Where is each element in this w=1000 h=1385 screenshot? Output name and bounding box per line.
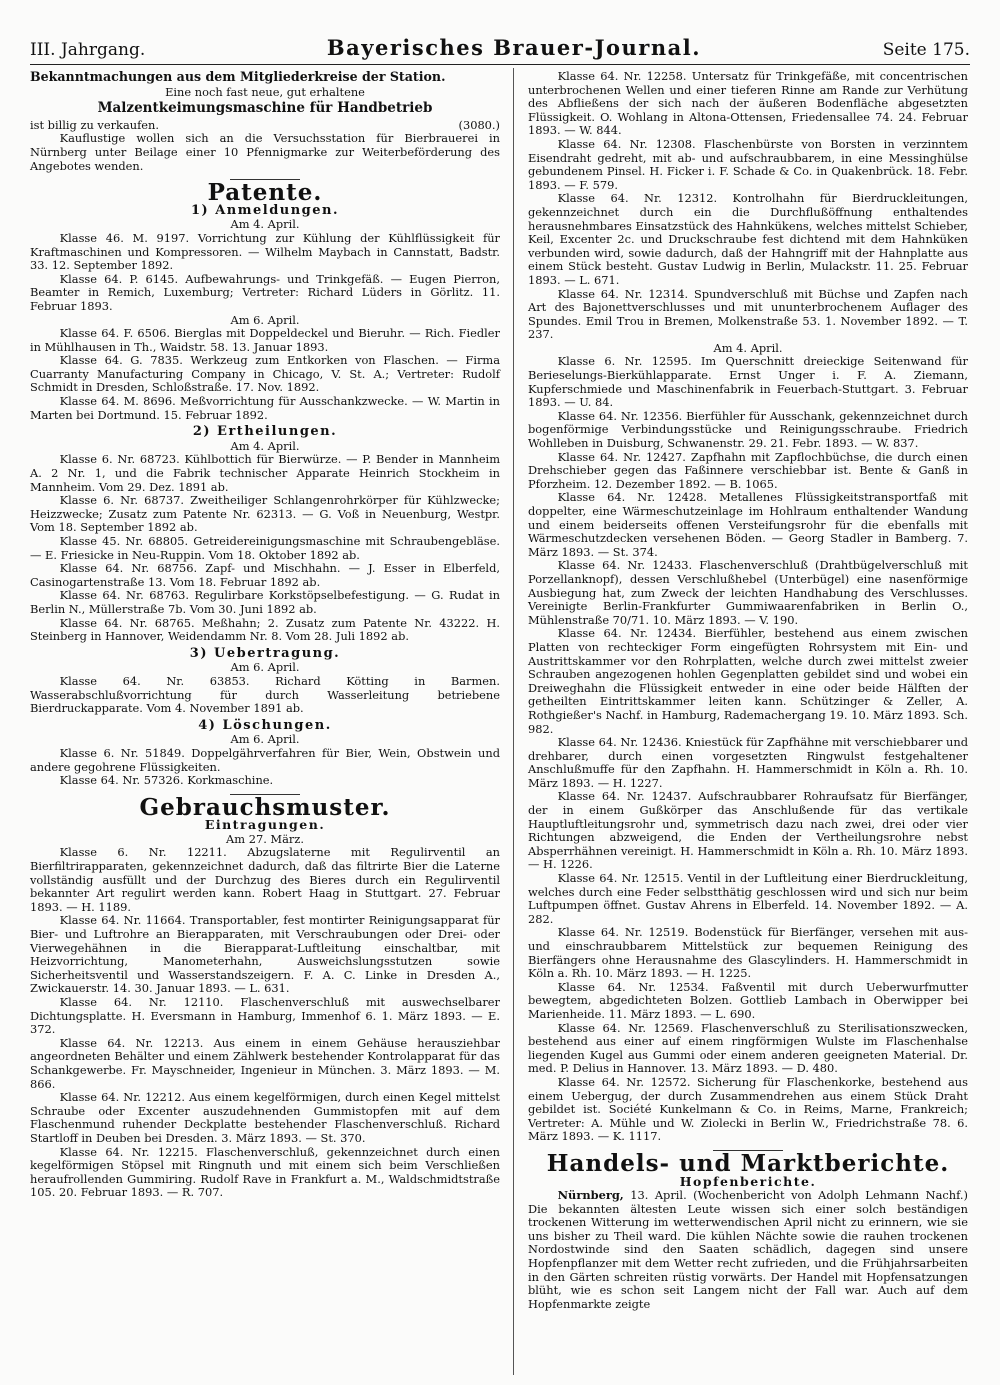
date-line: Am 4. April. xyxy=(230,217,300,232)
utility-model-entry: Klasse 64. Nr. 12434. Bierfühler, bestehend aus einem zwischen Platten von rechteckiger Form eingefügten Rohrsystem mit Ein- und Austrittskammer vor den Rohrplatten, welche durch zwei mittelst zweier Schrauben angezogenen hohlen Gegenplatten gebildet sind und wobei ein Dreiweghahn die Flüssigkeit entweder in eine oder beide Hälften der getheilten Eintrittskammer leiten kann. Schützinger & Zeller, A. Rothgießer's Nachf. in Hamburg, Rademachergang 19. 10. März 1893. Sch. 982. xyxy=(528,626,968,736)
utility-model-entry: Klasse 64. Nr. 12312. Kontrolhahn für Bierdruckleitungen, gekennzeichnet durch ein die Durchflußöffnung enthaltendes herausnehmbares Einsatzstück des Hahnkükens, welches mittelst Schieber, Keil, Excenter 2c. und Druckschraube fest dichtend mit dem Hahnküken verbunden wird, sowie dadurch, daß der Hahngriff mit der Hahnplatte aus einem Stück besteht. Gustav Ludwig in Berlin, Mulackstr. 11. 25. Februar 1893. — L. 671. xyxy=(528,191,968,287)
utility-model-entry: Klasse 64. Nr. 12213. Aus einem in einem Gehäuse herausziehbar angeordneten Behälter und einem Zählwerk bestehender Kontrolapparat für das Schankgewerbe. Fr. Mayschneider, Ingenieur in München. 3. März 1893. — M. 866. xyxy=(30,1035,500,1091)
header-rule xyxy=(30,64,970,65)
patent-entry: Klasse 6. Nr. 51849. Doppelgährverfahren für Bier, Wein, Obstwein und andere gegohrene Flüssigkeiten. xyxy=(30,745,500,774)
hop-report-place: Nürnberg, xyxy=(557,1188,624,1203)
registrations-heading: Eintragungen. xyxy=(204,817,326,833)
patent-entry: Klasse 6. Nr. 68737. Zweitheiliger Schlangenrohrkörper für Kühlzwecke; Heizzwecke; Zusatz zum Patente Nr. 62313. — G. Voß in Neuenburg, Westpr. Vom 18. September 1892 ab. xyxy=(30,493,500,535)
announcement-ref-number: (3080.) xyxy=(458,117,500,132)
utility-model-entry: Klasse 64. Nr. 12572. Sicherung für Flaschenkorke, bestehend aus einem Uebergug, der durch Zusammendrehen aus einem Stück Draht gebildet ist. Société Kunkelmann & Co. in Reims, Marne, Frankreich; Vertreter: A. Mühle und W. Ziolecki in Berlin W., Friedrichstraße 78. 6. März 1893. — K. 1117. xyxy=(528,1074,968,1144)
utility-model-entry: Klasse 64. Nr. 12433. Flaschenverschluß (Drahtbügelverschluß mit Porzellanknopf), dessen Verschlußhebel (Unterbügel) eine nasenförmige Ausbiegung hat, zum Zweck der leichten Handhabung des Verschlusses. Vereinigte Berlin-Frankfurter Gummiwaarenfabriken in Berlin O., Mühlenstraße 70/71. 10. März 1893. — V. 190. xyxy=(528,558,968,627)
hop-reports-heading: Hopfenberichte. xyxy=(679,1173,817,1189)
hop-report-body xyxy=(528,1189,968,1311)
deletions-heading: 4) Löschungen. xyxy=(198,717,332,733)
utility-model-entry: Klasse 64. Nr. 12258. Untersatz für Trinkgefäße, mit concentrischen unterbrochenen Wellen und einer tieferen Rinne am Rande zur Verhütung des Abfließens der sich nach der äußeren Bodenfläche abgesetzten Flüssigkeit. O. Wohlang in Altona-Ottensen, Friedensallee 74. 24. Februar 1893. — W. 844. xyxy=(528,69,968,138)
hop-report-text: 13. April. (Wochenbericht von Adolph Lehmann Nachf.) Die bekannten ältesten Leute wissen sich einer solch beständigen trockenen Witterung im wetterwendischen April nicht zu erinnern, wie sie uns bisher zu Theil ward. Die kühlen Nächte sowie die rauhen trockenen Nordostwinde sind den Saaten schädlich, dagegen sind unsere Hopfenpflanzer mit dem Wetter recht zufrieden, und die Frühjahrsarbeiten in den Gärten schreiten rüstig vorwärts. Der Handel mit Hopfensatzungen blüht, wie es schon seit Langem nicht der Fall war. Auch auf dem Hopfenmarkte zeigte xyxy=(528,1188,969,1311)
announcement-body: Kauflustige wollen sich an die Versuchsstation für Bierbrauerei in Nürnberg unter Beilage einer 10 Pfennigmarke zur Weiterbeförderung des Angebotes wenden. xyxy=(30,131,500,173)
patent-entry: Klasse 6. Nr. 68723. Kühlbottich für Bierwürze. — P. Bender in Mannheim A. 2 Nr. 1, und die Fabrik technischer Apparate Heinrich Stockheim in Mannheim. Vom 29. Dez. 1891 ab. xyxy=(30,452,500,494)
page-header xyxy=(30,34,970,60)
patent-entry: Klasse 64. Nr. 63853. Richard Kötting in Barmen. Wasserabschlußvorrichtung für durch Wasserleitung betriebene Bierdruckapparate. Vom 4. November 1891 ab. xyxy=(30,673,500,716)
volume-label: III. Jahrgang. xyxy=(30,40,146,60)
patents-heading: Patente. xyxy=(207,179,323,207)
grants-heading: 2) Ertheilungen. xyxy=(192,424,338,440)
column-divider xyxy=(513,68,514,1375)
right-column xyxy=(528,70,968,1311)
utility-model-entry: Klasse 64. Nr. 12437. Aufschraubbarer Rohraufsatz für Bierfänger, der in einem Gußkörper das Anschlußende für das vertikale Hauptluftleitungsrohr und, symmetrisch dazu nach zwei, drei oder vier Richtungen abzweigend, die Enden der Vertheilungsrohre nebst Absperrhähnen vereinigt. H. Hammerschmidt in Köln a. Rh. 10. März 1893. — H. 1226. xyxy=(528,789,968,872)
utility-model-entry: Klasse 64. Nr. 12436. Kniestück für Zapfhähne mit verschiebbarer und drehbarer, durch einen vorgesetzten Ringwulst festgehaltener Anschlußmuffe für den Zapfhahn. H. Hammerschmidt in Köln a. Rh. 10. März 1893. — H. 1227. xyxy=(528,735,968,790)
utility-model-entry: Klasse 64. Nr. 12519. Bodenstück für Bierfänger, versehen mit aus- und einschraubbarem Mittelstück zur bequemen Reinigung des Bierfängers ohne Herausnahme des Glascylinders. H. Hammerschmidt in Köln a. Rh. 10. März 1893. — H. 1225. xyxy=(528,925,968,981)
page-number: Seite 175. xyxy=(882,40,970,60)
date-line: Am 6. April. xyxy=(230,732,300,747)
utility-model-entry: Klasse 64. Nr. 12428. Metallenes Flüssigkeitstransportfaß mit doppelter, eine Wärmeschutzeinlage im Hohlraum enthaltender Wandung und einem beiderseits offenen Versteifungsrohr für die ebenfalls mit Wärmeschutzdecken versehenen Böden. — Georg Stadler in Bamberg. 7. März 1893. — St. 374. xyxy=(528,490,968,559)
utility-model-entry: Klasse 64. Nr. 12215. Flaschenverschluß, gekennzeichnet durch einen kegelförmigen Stöpsel mit Ringnuth und mit einem sich beim Verschließen heraufrollenden Gummiring. Rudolf Rave in Frankfurt a. M., Waldschmidtstraße 105. 20. Februar 1893. — R. 707. xyxy=(30,1144,500,1200)
announcement-sale-line xyxy=(30,119,500,133)
utility-model-entry: Klasse 64. Nr. 12308. Flaschenbürste von Borsten in verzinntem Eisendraht gedreht, mit ab- und aufschraubbarem, in eine Messinghülse gebundenem Pinsel. H. Ficker i. F. Schade & Co. in Quakenbrück. 18. Febr. 1893. — F. 579. xyxy=(528,136,968,192)
utility-model-entry: Klasse 6. Nr. 12595. Im Querschnitt dreieckige Seitenwand für Berieselungs-Bierkühlapparate. Ernst Unger i. F. A. Ziemann, Kupferschmiede und Maschinenfabrik in Feuerbach-Stuttgart. 3. Februar 1893. — U. 84. xyxy=(528,354,968,410)
announcement-product: Malzentkeimungsmaschine für Handbetrieb xyxy=(97,100,433,117)
utility-model-entry: Klasse 64. Nr. 12569. Flaschenverschluß zu Sterilisationszwecken, bestehend aus einer auf einem ringförmigen Wulste im Flaschenhalse liegenden Kugel aus Gummi oder einem anderen geeigneten Material. Dr. med. P. Delius in Hannover. 13. März 1893. — D. 480. xyxy=(528,1020,968,1076)
announcement-line: Eine noch fast neue, gut erhaltene xyxy=(165,84,365,99)
patent-entry: Klasse 64. Nr. 68765. Meßhahn; 2. Zusatz zum Patente Nr. 43222. H. Steinberg in Hannover, Weidendamm Nr. 8. Vom 28. Juli 1892 ab. xyxy=(30,615,500,644)
date-line: Am 27. März. xyxy=(226,831,304,846)
utility-model-entry: Klasse 64. Nr. 12427. Zapfhahn mit Zapflochbüchse, die durch einen Drehschieber gegen das Faßinnere verschiebbar ist. Bente & Ganß in Pforzheim. 12. Dezember 1892. — B. 1065. xyxy=(528,449,968,491)
patent-entry: Klasse 64. Nr. 57326. Korkmaschine. xyxy=(59,773,274,788)
patent-entry: Klasse 64. G. 7835. Werkzeug zum Entkorken von Flaschen. — Firma Cuarranty Manufacturing Company in Chicago, V. St. A.; Vertreter: Rudolf Schmidt in Dresden, Schloßstraße. 17. Nov. 1892. xyxy=(30,353,500,395)
utility-model-entry: Klasse 6. Nr. 12211. Abzugslaterne mit Regulirventil an Bierfiltrirapparaten, gekennzeichnet dadurch, daß das filtrirte Bier die Laterne vollständig ausfüllt und der Durchzug des Bieres durch ein Regulirventil bekannter Art regulirt werden kann. Robert Haag in Stuttgart. 27. Februar 1893. — H. 1189. xyxy=(30,845,500,914)
left-column xyxy=(30,70,500,1200)
announcement-heading: Bekanntmachungen aus dem Mitgliederkreise der Station. xyxy=(30,69,446,84)
utility-model-entry: Klasse 64. Nr. 12534. Faßventil mit durch Ueberwurfmutter bewegtem, abgedichteten Bolzen. Gottlieb Lambach in Oberwipper bei Marienheide. 11. März 1893. — L. 690. xyxy=(528,979,968,1021)
patent-entry: Klasse 64. P. 6145. Aufbewahrungs- und Trinkgefäß. — Eugen Pierron, Beamter in Remich, Luxemburg; Vertreter: Richard Lüders in Görlitz. 11. Februar 1893. xyxy=(30,271,500,313)
utility-model-entry: Klasse 64. Nr. 12212. Aus einem kegelförmigen, durch einen Kegel mittelst Schraube oder Excenter auszudehnenden Gummistopfen mit auf dem Flaschenmund ruhender Deckplatte bestehender Flaschenverschluß. Richard Startloff in Deuben bei Dresden. 3. März 1893. — St. 370. xyxy=(30,1090,500,1145)
utility-model-entry: Klasse 64. Nr. 12110. Flaschenverschluß mit auswechselbarer Dichtungsplatte. H. Eversmann in Hamburg, Immenhof 6. 1. März 1893. — E. 372. xyxy=(30,995,500,1037)
applications-heading: 1) Anmeldungen. xyxy=(190,202,340,218)
patent-entry: Klasse 64. M. 8696. Meßvorrichtung für Ausschankzwecke. — W. Martin in Marten bei Dortmund. 15. Februar 1892. xyxy=(30,394,500,422)
utility-model-entry: Klasse 64. Nr. 12515. Ventil in der Luftleitung einer Bierdruckleitung, welches durch eine Feder selbstthätig geschlossen wird und sich nur beim Luftpumpen öffnet. Gustav Ahrens in Elberfeld. 14. November 1892. — A. 282. xyxy=(528,871,968,926)
patent-entry: Klasse 45. Nr. 68805. Getreidereinigungsmaschine mit Schraubengebläse. — E. Friesicke in Neu-Ruppin. Vom 18. Oktober 1892 ab. xyxy=(30,534,500,562)
date-line: Am 6. April. xyxy=(230,312,300,327)
utility-model-entry: Klasse 64. Nr. 12356. Bierfühler für Ausschank, gekennzeichnet durch bogenförmige Verbindungsstücke und Reinigungsschraube. Friedrich Wohlleben in Duisburg, Schwanenstr. 29. 21. Febr. 1893. — W. 837. xyxy=(528,408,968,451)
transfer-heading: 3) Uebertragung. xyxy=(189,645,341,661)
date-line: Am 4. April. xyxy=(230,438,300,453)
patent-entry: Klasse 46. M. 9197. Vorrichtung zur Kühlung der Kühlflüssigkeit für Kraftmaschinen und Kompressoren. — Wilhelm Maybach in Cannstatt, Badstr. 33. 12. September 1892. xyxy=(30,230,500,273)
patent-entry: Klasse 64. Nr. 68756. Zapf- und Mischhahn. — J. Esser in Elberfeld, Casinogartenstraße 13. Vom 18. Februar 1892 ab. xyxy=(30,561,500,589)
journal-title: Bayerisches Brauer-Journal. xyxy=(326,35,702,60)
patent-entry: Klasse 64. Nr. 68763. Regulirbare Korkstöpselbefestigung. — G. Rudat in Berlin N., Müllerstraße 7b. Vom 30. Juni 1892 ab. xyxy=(30,588,500,616)
announcement-sale-text: ist billig zu verkaufen. xyxy=(30,117,159,132)
utility-model-entry: Klasse 64. Nr. 11664. Transportabler, fest montirter Reinigungsapparat für Bier- und Luftrohre an Bierapparaten, mit Verschraubungen oder Drei- oder Vierwegehähnen in die Bierapparat-Luftleitung einschaltbar, mit Heizvorrichtung, Manometerhahn, Ausweichslungsstutzen sowie Sicherheitsventil und Wasserstandszeigern. F. A. C. Linke in Dresden A., Zwickauerstr. 14. 30. Januar 1893. — L. 631. xyxy=(30,913,500,996)
utility-models-heading: Gebrauchsmuster. xyxy=(139,793,391,821)
date-line: Am 6. April. xyxy=(230,660,300,675)
utility-model-entry: Klasse 64. Nr. 12314. Spundverschluß mit Büchse und Zapfen nach Art des Bajonettverschlusses und mit ununterbrochenem Auflager des Spundes. Emil Trou in Bremen, Molkenstraße 53. 1. November 1892. — T. 237. xyxy=(528,286,968,342)
patent-entry: Klasse 64. F. 6506. Bierglas mit Doppeldeckel und Bieruhr. — Rich. Fiedler in Mühlhausen in Th., Waidstr. 58. 13. Januar 1893. xyxy=(30,326,500,354)
date-line: Am 4. April. xyxy=(713,340,783,355)
market-reports-heading: Handels- und Marktberichte. xyxy=(546,1149,950,1177)
